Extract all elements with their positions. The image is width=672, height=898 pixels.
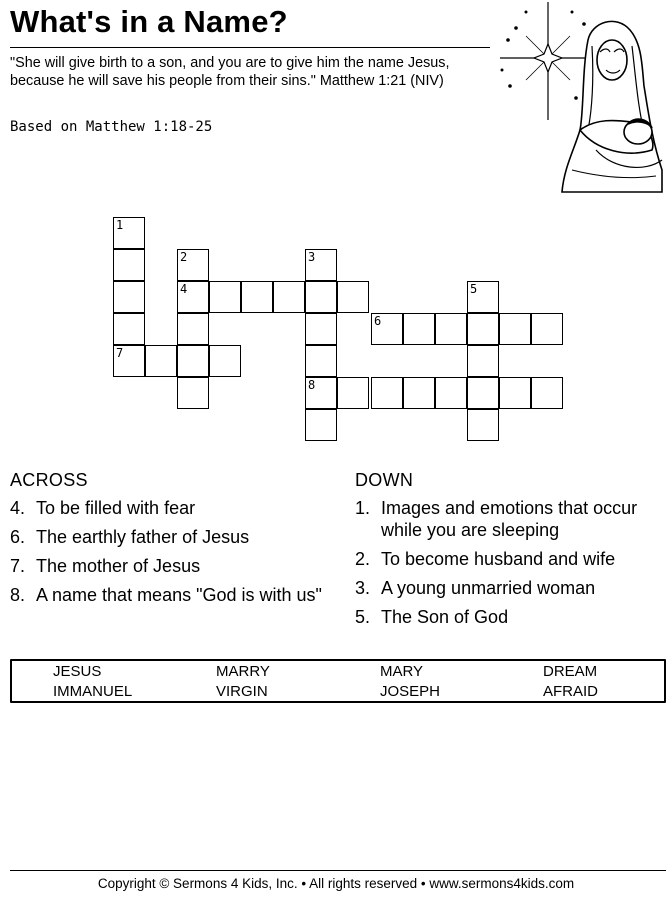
word-bank-item: VIRGIN	[216, 683, 268, 700]
clue-text: To become husband and wife	[381, 549, 616, 569]
clue-text: The mother of Jesus	[36, 556, 201, 576]
word-bank-item: DREAM	[543, 663, 598, 680]
crossword-cell[interactable]	[305, 409, 337, 441]
clue-item	[355, 497, 667, 541]
clue-text: A young unmarried woman	[381, 578, 596, 598]
clue-number: 2.	[355, 549, 371, 569]
word-bank-item: MARY	[380, 663, 424, 680]
clue-number: 8.	[10, 585, 26, 605]
clue-number: 4	[180, 282, 188, 296]
crossword-cell[interactable]	[403, 313, 435, 345]
scripture-quote: "She will give birth to a son, and you are to give him the name Jesus, because he will save his people from their sins." Matthew 1:21 (NIV)	[10, 55, 450, 89]
clue-number: 7	[116, 346, 124, 360]
crossword-cell[interactable]	[113, 281, 145, 313]
clue-text: The earthly father of Jesus	[36, 527, 250, 547]
clue-number: 6	[374, 314, 382, 328]
clue-number: 4.	[10, 498, 26, 518]
crossword-cell[interactable]	[113, 217, 145, 249]
word-bank	[10, 659, 666, 703]
crossword-cell[interactable]	[145, 345, 177, 377]
crossword-cell[interactable]	[305, 345, 337, 377]
mary-and-baby-jesus-illustration	[496, 0, 666, 196]
footer-divider	[10, 870, 666, 871]
crossword-cell[interactable]	[371, 313, 403, 345]
clue-item	[10, 497, 340, 519]
clue-number: 3	[308, 250, 316, 264]
crossword-cell[interactable]	[435, 313, 467, 345]
crossword-cell[interactable]	[531, 377, 563, 409]
crossword-cell[interactable]	[305, 313, 337, 345]
across-clues	[10, 469, 340, 613]
crossword-cell[interactable]	[113, 249, 145, 281]
clue-text: A name that means "God is with us"	[36, 585, 322, 605]
clue-item	[10, 526, 340, 548]
star-icon	[500, 2, 596, 120]
crossword-cell[interactable]	[467, 377, 499, 409]
crossword-cell[interactable]	[241, 281, 273, 313]
crossword-cell[interactable]	[113, 345, 145, 377]
clue-number: 2	[180, 250, 188, 264]
crossword-cell[interactable]	[467, 345, 499, 377]
title-divider	[10, 47, 490, 48]
crossword-cell[interactable]	[531, 313, 563, 345]
clue-text: Images and emotions that occur while you are sleeping	[381, 498, 638, 540]
across-heading: ACROSS	[10, 470, 88, 490]
crossword-cell[interactable]	[467, 281, 499, 313]
clue-item	[10, 584, 340, 606]
page-title: What's in a Name?	[10, 4, 288, 39]
crossword-cell[interactable]	[435, 377, 467, 409]
copyright-footer: Copyright © Sermons 4 Kids, Inc. • All rights reserved • www.sermons4kids.com	[97, 876, 575, 891]
clue-item	[355, 606, 667, 628]
crossword-cell[interactable]	[305, 281, 337, 313]
clue-number: 5	[470, 282, 478, 296]
clue-item	[10, 555, 340, 577]
crossword-cell[interactable]	[177, 313, 209, 345]
crossword-cell[interactable]	[337, 377, 369, 409]
clue-number: 1	[116, 218, 124, 232]
crossword-cell[interactable]	[467, 409, 499, 441]
clue-text: The Son of God	[381, 607, 509, 627]
word-bank-item: JOSEPH	[380, 683, 441, 700]
word-bank-item: MARRY	[216, 663, 270, 680]
clue-item	[355, 577, 667, 599]
word-bank-item: IMMANUEL	[53, 683, 133, 700]
crossword-cell[interactable]	[467, 313, 499, 345]
mary-figure	[562, 21, 662, 192]
crossword-cell[interactable]	[499, 313, 531, 345]
crossword-cell[interactable]	[177, 281, 209, 313]
clue-number: 1.	[355, 498, 371, 518]
crossword-cell[interactable]	[371, 377, 403, 409]
crossword-cell[interactable]	[337, 281, 369, 313]
clue-number: 5.	[355, 607, 371, 627]
clue-number: 8	[308, 378, 316, 392]
crossword-cell[interactable]	[499, 377, 531, 409]
clue-text: To be filled with fear	[36, 498, 196, 518]
down-clues	[355, 469, 667, 635]
crossword-cell[interactable]	[177, 345, 209, 377]
clue-number: 6.	[10, 527, 26, 547]
crossword-cell[interactable]	[177, 249, 209, 281]
word-bank-item: JESUS	[53, 663, 102, 680]
clue-number: 7.	[10, 556, 26, 576]
crossword-cell[interactable]	[209, 281, 241, 313]
crossword-cell[interactable]	[209, 345, 241, 377]
crossword-cell[interactable]	[273, 281, 305, 313]
word-bank-item: AFRAID	[543, 683, 599, 700]
crossword-cell[interactable]	[113, 313, 145, 345]
crossword-cell[interactable]	[177, 377, 209, 409]
clue-number: 3.	[355, 578, 371, 598]
crossword-cell[interactable]	[403, 377, 435, 409]
scripture-reference: Based on Matthew 1:18-25	[10, 119, 213, 135]
crossword-cell[interactable]	[305, 377, 337, 409]
down-heading: DOWN	[355, 470, 414, 490]
clue-item	[355, 548, 667, 570]
crossword-cell[interactable]	[305, 249, 337, 281]
